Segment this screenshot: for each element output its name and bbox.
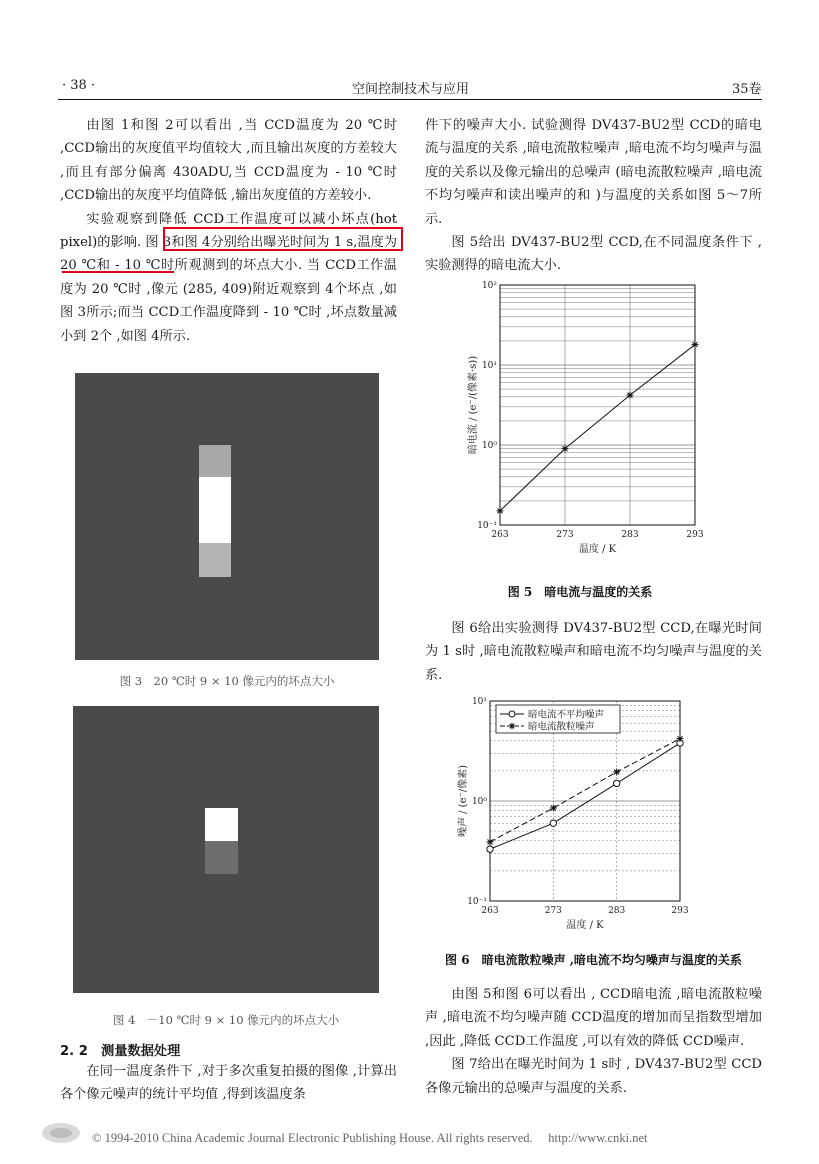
left-paragraph-2 xyxy=(60,208,397,348)
annotation-underline xyxy=(62,271,174,273)
copyright-footer: © 1994-2010 China Academic Journal Electronic Publishing House. All rights reserved. http://www.cnki.net xyxy=(92,1131,648,1145)
series-line xyxy=(500,345,695,511)
data-point xyxy=(497,507,504,514)
section-body xyxy=(60,1060,397,1107)
right-column-bottom xyxy=(425,983,762,1100)
data-point xyxy=(550,805,557,812)
hot-pixel-block-3c xyxy=(199,543,231,577)
plot-frame xyxy=(500,285,695,525)
right-paragraph-4: 由图 5和图 6可以看出 , CCD暗电流 ,暗电流散粒噪声 ,暗电流不均匀噪声随 CCD温度的增加而呈指数型增加 ,因此 ,降低 CCD工作温度 ,可以有效的降低 CCD噪声. xyxy=(425,987,762,1049)
journal-title: 空间控制技术与应用 xyxy=(352,82,470,97)
y-tick-label: 10⁰ xyxy=(471,797,487,807)
y-axis-label: 噪声 / (e⁻/像素) xyxy=(458,764,469,838)
x-axis-label: 温度 / K xyxy=(578,544,617,555)
y-axis-label: 暗电流 / (e⁻/(像素·s)) xyxy=(468,355,479,455)
data-point xyxy=(677,735,684,742)
section-paragraph: 在同一温度条件下 ,对于多次重复拍摄的图像 ,计算出各个像元噪声的统计平均值 ,得到该温度条 xyxy=(60,1064,397,1103)
data-point xyxy=(627,392,634,399)
x-axis-label: 温度 / K xyxy=(566,920,604,931)
left-column xyxy=(60,114,397,348)
x-tick-label: 283 xyxy=(621,530,639,540)
figure-4-caption: 图 4 －10 ℃时 9 × 10 像元内的坏点大小 xyxy=(112,1013,340,1027)
header-rule xyxy=(58,99,762,100)
legend-label: 暗电流不平均噪声 xyxy=(528,709,605,721)
series-line xyxy=(490,739,680,842)
volume-label: 35卷 xyxy=(732,82,762,97)
hot-pixel-block-4b xyxy=(205,841,238,874)
x-tick-label: 273 xyxy=(544,906,562,916)
highlighted-phrase: 降低 CCD工作温度可以减小坏点(hot pixel)的影响 xyxy=(60,211,398,251)
cnki-logo-icon xyxy=(40,1120,82,1146)
p2-prefix: 实验观察到 xyxy=(86,211,159,227)
data-point xyxy=(692,341,699,348)
x-tick-label: 263 xyxy=(491,530,509,540)
hot-pixel-block-3b xyxy=(199,477,231,543)
hot-pixel-block-3a xyxy=(199,445,231,477)
data-point xyxy=(550,820,556,826)
data-point xyxy=(613,768,620,775)
x-tick-label: 263 xyxy=(481,906,499,916)
p2-suffix: . 图 3和图 4分别给出曝光时间为 1 s,温度为 20 ℃和 - 10 ℃时所观测到的坏点大小. 当 CCD工作温度为 20 ℃时 ,像元 (285, 409)附近观察到 4个坏点 ,如图 3所示;而当 CCD工作温度降到 - 10 ℃时 ,坏点数量减小到 2个 ,如图 4所示. xyxy=(60,235,398,344)
page-number: · 38 · xyxy=(62,78,96,93)
y-tick-label: 10⁻¹ xyxy=(477,521,497,531)
y-tick-label: 10⁰ xyxy=(481,441,497,451)
series-line xyxy=(490,743,680,849)
section-heading: 2. 2 测量数据处理 xyxy=(60,1044,181,1059)
figure-5-chart xyxy=(430,275,730,565)
hot-pixel-block-4a xyxy=(205,808,238,841)
right-paragraph-3: 图 6给出实验测得 DV437-BU2型 CCD,在曝光时间为 1 s时 ,暗电流散粒噪声和暗电流不均匀噪声与温度的关系. xyxy=(425,621,762,683)
right-column-mid xyxy=(425,617,762,687)
data-point xyxy=(562,445,569,452)
legend-marker xyxy=(509,723,515,729)
figure-4-image xyxy=(73,706,379,993)
right-paragraph-1: 件下的噪声大小. 试验测得 DV437-BU2型 CCD的暗电流与温度的关系 ,暗电流散粒噪声 ,暗电流不均匀噪声与温度的关系以及像元输出的总噪声 (暗电流散粒噪声 ,暗电流不均匀噪声和读出噪声的和 )与温度的关系如图 5～7所示. xyxy=(425,118,762,227)
x-tick-label: 293 xyxy=(671,906,689,916)
x-tick-label: 283 xyxy=(608,906,626,916)
figure-5-caption: 图 5 暗电流与温度的关系 xyxy=(507,585,653,599)
right-column-top xyxy=(425,114,762,278)
figure-6-chart xyxy=(430,693,730,943)
data-point xyxy=(613,780,619,786)
right-paragraph-5: 图 7给出在曝光时间为 1 s时 , DV437-BU2型 CCD各像元输出的总噪声与温度的关系. xyxy=(425,1057,762,1096)
y-tick-label: 10¹ xyxy=(481,361,497,371)
x-tick-label: 293 xyxy=(686,530,704,540)
figure-6-caption: 图 6 暗电流散粒噪声 ,暗电流不均匀噪声与温度的关系 xyxy=(445,953,742,967)
legend-marker xyxy=(509,711,515,717)
right-paragraph-2: 图 5给出 DV437-BU2型 CCD,在不同温度条件下 ,实验测得的暗电流大小. xyxy=(425,235,762,274)
legend-label: 暗电流散粒噪声 xyxy=(528,721,595,733)
data-point xyxy=(487,846,493,852)
figure-3-caption: 图 3 20 ℃时 9 × 10 像元内的坏点大小 xyxy=(119,674,335,688)
y-tick-label: 10² xyxy=(481,281,497,291)
left-paragraph-1: 由图 1和图 2可以看出 ,当 CCD温度为 20 ℃时 ,CCD输出的灰度值平均值较大 ,而且输出灰度的方差较大 ,而且有部分偏离 430ADU,当 CCD温度为 - 10 ℃时 ,CCD输出的灰度平均值降低 ,输出灰度值的方差较小. xyxy=(60,118,397,204)
figure-3-image xyxy=(75,373,379,660)
y-tick-label: 10¹ xyxy=(471,697,487,707)
data-point xyxy=(487,838,494,845)
x-tick-label: 273 xyxy=(556,530,574,540)
y-tick-label: 10⁻¹ xyxy=(467,897,487,907)
